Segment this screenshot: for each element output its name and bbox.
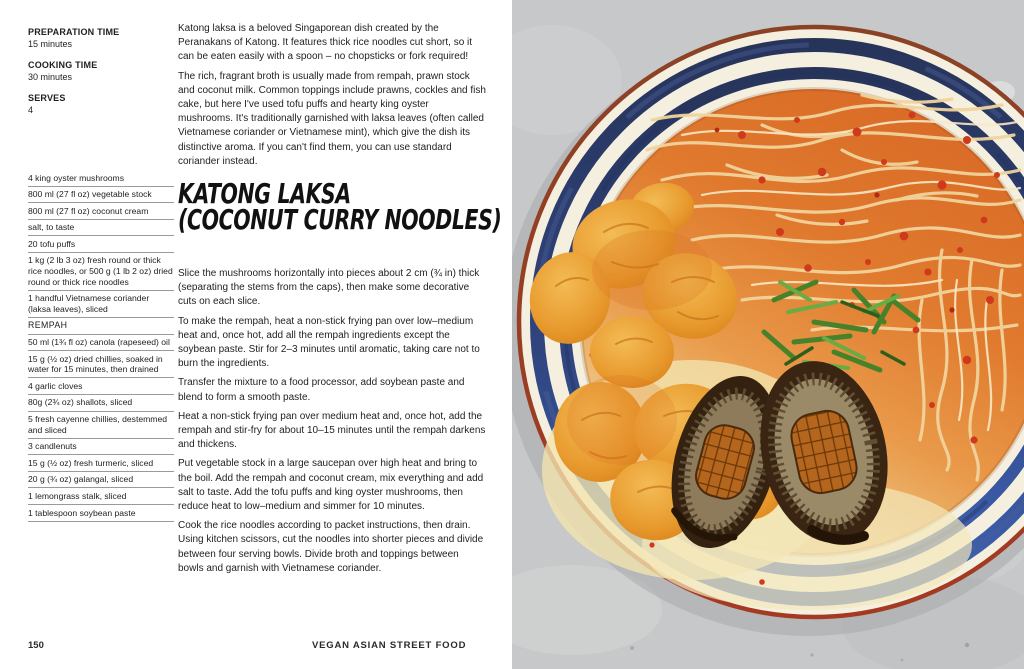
rempah-ingredient-item: 1 lemongrass stalk, sliced [28, 488, 174, 505]
ingredient-item: 1 kg (2 lb 3 oz) fresh round or thick rice noodles, or 500 g (1 lb 2 oz) dried round or thick rice noodles [28, 253, 174, 291]
rempah-ingredient-item: 1 tablespoon soybean paste [28, 505, 174, 522]
rempah-ingredient-item: 20 g (¾ oz) galangal, sliced [28, 472, 174, 489]
book-title-footer: VEGAN ASIAN STREET FOOD [312, 640, 467, 651]
recipe-method [178, 267, 486, 576]
rempah-ingredient-item: 80g (2¾ oz) shallots, sliced [28, 395, 174, 412]
recipe-title-line1: KATONG LAKSA [178, 177, 351, 211]
method-step: Transfer the mixture to a food processor, add soybean paste and blend to form a smooth paste. [178, 377, 465, 403]
cook-time-label: COOKING TIME [28, 60, 98, 70]
prep-time-value: 15 minutes [28, 39, 73, 49]
recipe-meta-sidebar [28, 26, 174, 125]
rempah-ingredient-item: 3 candlenuts [28, 439, 174, 456]
rempah-section-header: REMPAH [28, 318, 174, 335]
cook-time [28, 59, 174, 83]
intro-paragraph: The rich, fragrant broth is usually made from rempah, prawn stock and coconut milk. Common toppings include prawns, cockles and fish cake, but here I've used tofu puffs and hearty king oyster mushrooms. It's traditionally garnished with laksa leaves (often called Vietnamese coriander or Vietnamese mint), which give the dish its distinctive aroma. If you can't find them, you can use standard coriander instead. [178, 70, 486, 167]
photo-page [512, 0, 1024, 669]
ingredient-item: 800 ml (27 fl oz) coconut cream [28, 203, 174, 220]
serves-label: SERVES [28, 93, 66, 103]
cook-time-value: 30 minutes [28, 72, 73, 82]
recipe-title-line2: (COCONUT CURRY NOODLES) [178, 203, 502, 237]
ingredient-list [28, 170, 174, 522]
method-step: To make the rempah, heat a non-stick frying pan over low–medium heat and, once hot, add all the rempah ingredients except the soybean paste. Stir for 2–3 minutes until aromatic, taking care not to burn the ingredients. [178, 315, 480, 370]
ingredient-item: salt, to taste [28, 220, 174, 237]
method-step: Put vegetable stock in a large saucepan over high heat and bring to the boil. Add the rempah and coconut cream, mix everything and add salt to taste. Add the tofu puffs and king oyster mushrooms, then reduce heat to low–medium and simmer for 10 minutes. [178, 458, 484, 513]
intro-paragraph: Katong laksa is a beloved Singaporean dish created by the Peranakans of Katong. It features thick rice noodles cut short, so it can be eaten easily with a spoon – no chopsticks or fork required! [178, 23, 473, 63]
prep-time [28, 26, 174, 50]
laksa-photo [512, 0, 1024, 669]
rempah-ingredient-item: 5 fresh cayenne chillies, destemmed and sliced [28, 412, 174, 439]
page-number: 150 [28, 640, 44, 651]
ingredient-item: 1 handful Vietnamese coriander (laksa leaves), sliced [28, 291, 174, 318]
method-step: Slice the mushrooms horizontally into pieces about 2 cm (¾ in) thick (separating the stems from the caps), then make some decorative cuts on each slice. [178, 268, 480, 308]
rempah-ingredient-item: 50 ml (1¾ fl oz) canola (rapeseed) oil [28, 335, 174, 352]
recipe-intro [178, 22, 486, 169]
rempah-ingredient-item: 4 garlic cloves [28, 378, 174, 395]
method-step: Cook the rice noodles according to packet instructions, then drain. Using kitchen scissors, cut the noodles into shorter pieces and divide between four serving bowls. Divide broth and toppings between bowls and garnish with Vietnamese coriander. [178, 520, 484, 574]
recipe-body [178, 22, 502, 581]
ingredient-item: 20 tofu puffs [28, 236, 174, 253]
ingredient-item: 4 king oyster mushrooms [28, 170, 174, 187]
serves [28, 92, 174, 116]
rempah-ingredient-item: 15 g (½ oz) dried chillies, soaked in water for 15 minutes, then drained [28, 351, 174, 378]
method-step: Heat a non-stick frying pan over medium heat and, once hot, add the rempah and stir-fry for about 10–15 minutes until the rempah darkens and thickens. [178, 410, 486, 451]
rempah-ingredient-item: 15 g (½ oz) fresh turmeric, sliced [28, 455, 174, 472]
prep-time-label: PREPARATION TIME [28, 27, 120, 37]
ingredient-item: 800 ml (27 fl oz) vegetable stock [28, 187, 174, 204]
serves-value: 4 [28, 105, 34, 115]
recipe-title [178, 177, 502, 237]
